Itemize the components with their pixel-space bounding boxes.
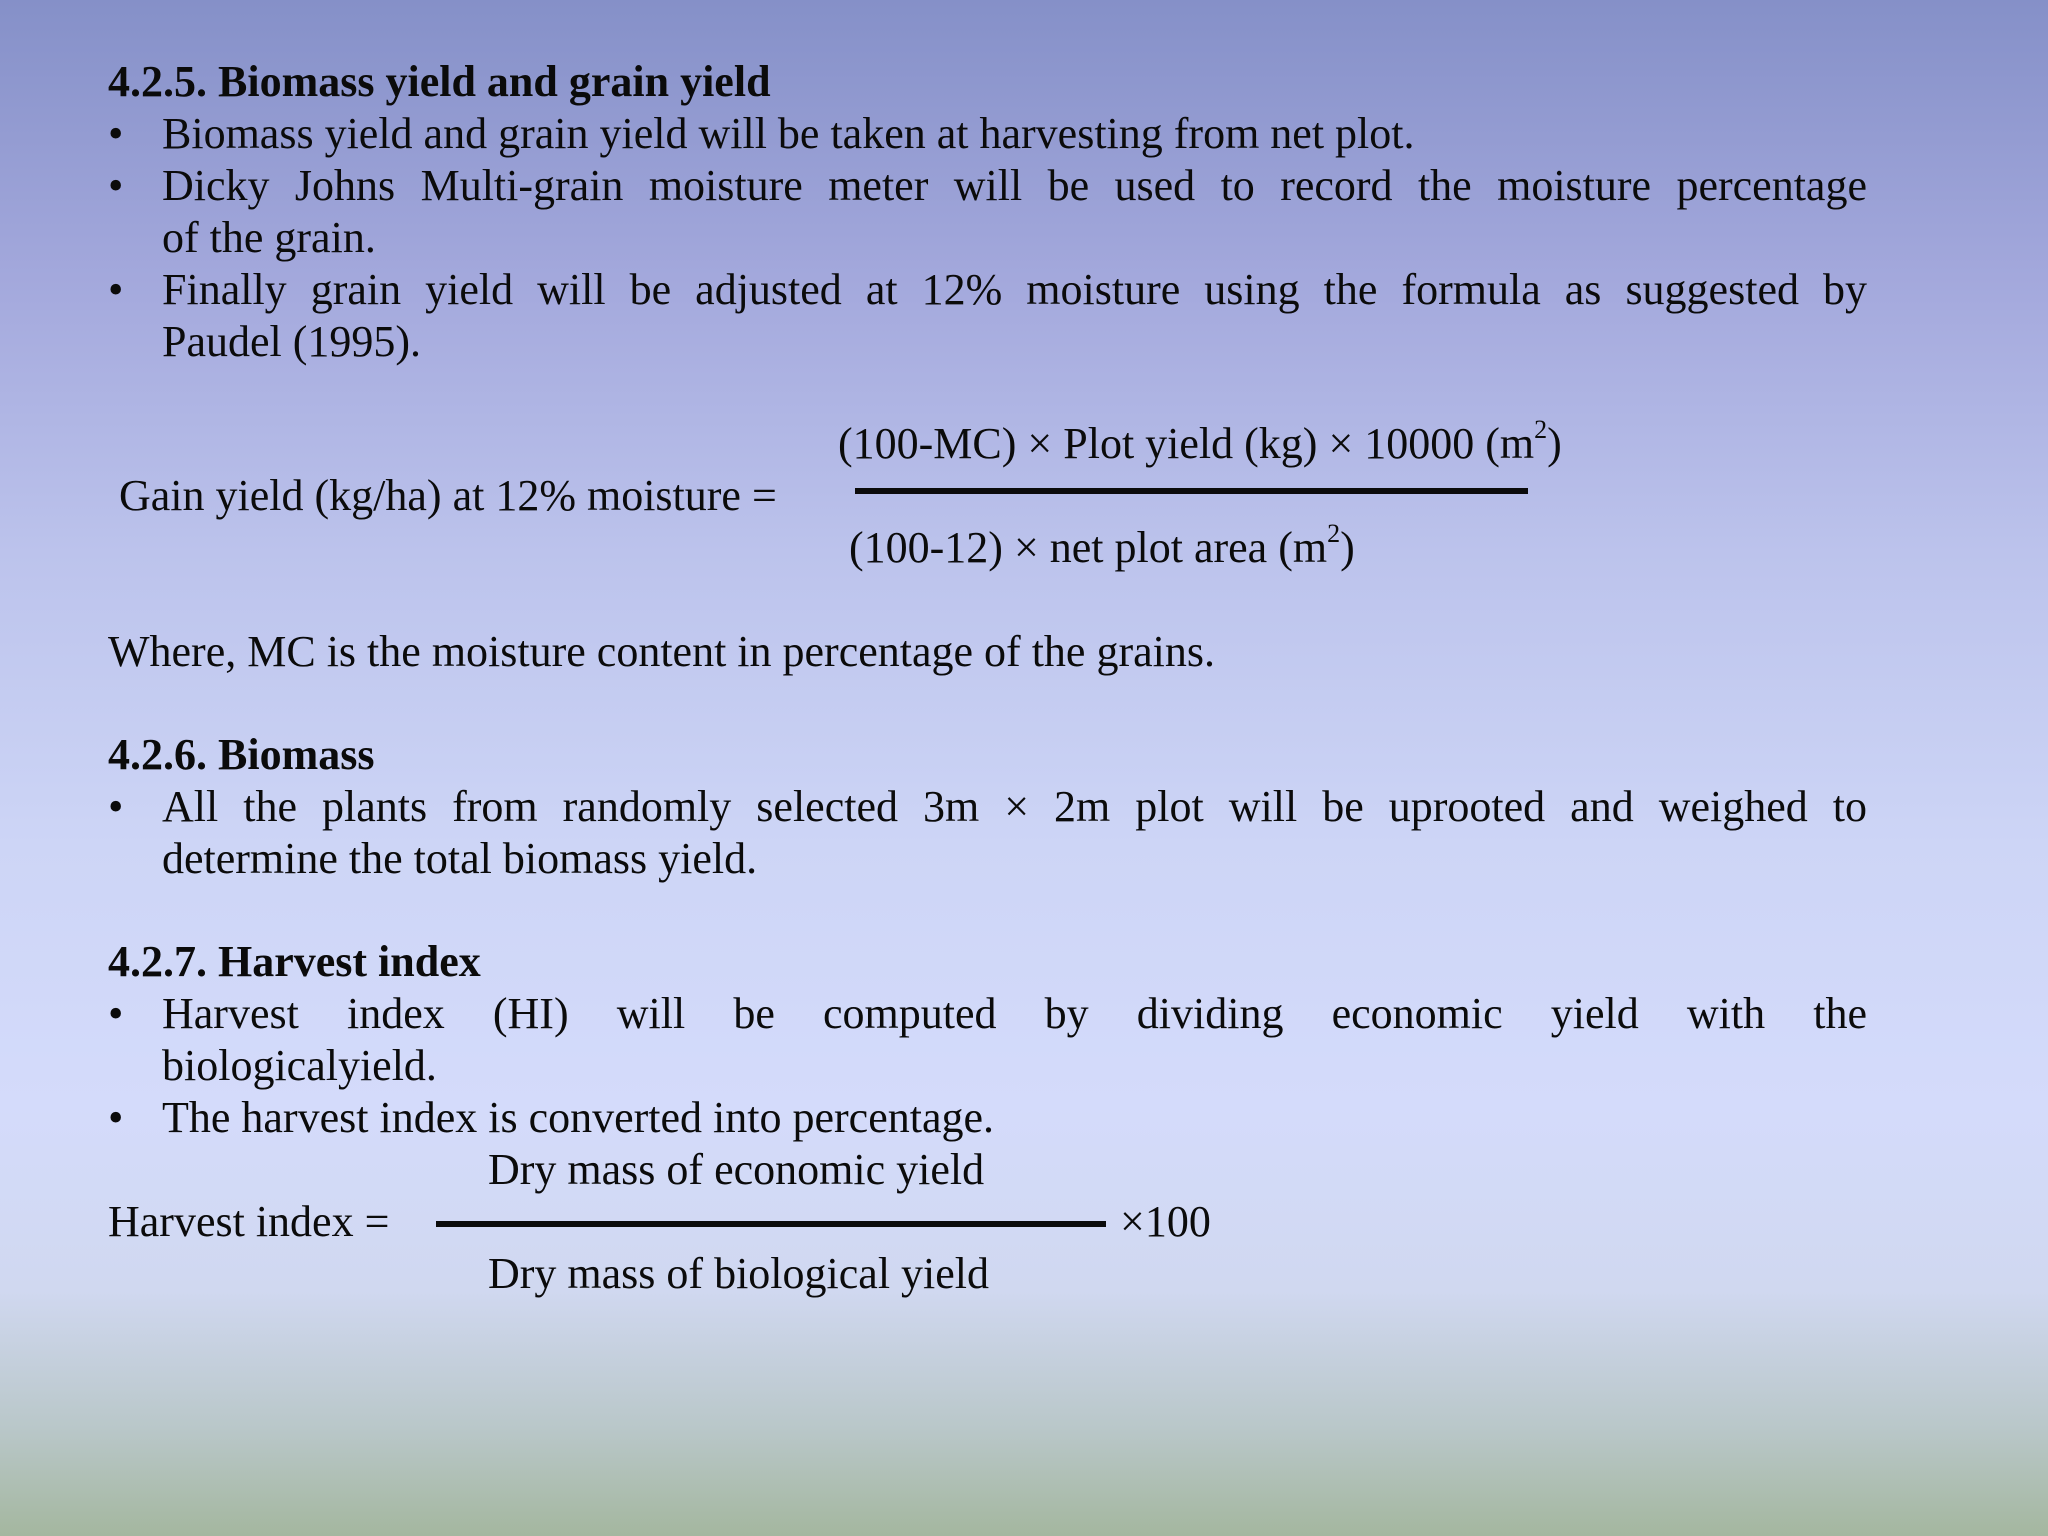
bullet-text: Biomass yield and grain yield will be taken at harvesting from net plot. — [162, 109, 1415, 158]
bullet-marker: • — [108, 782, 124, 831]
section-heading-harvest-index: 4.2.7. Harvest index — [108, 937, 481, 986]
bullet-text-continued: biologicalyield. — [162, 1041, 437, 1090]
formula-hi-lhs: Harvest index = — [108, 1197, 390, 1246]
bullet-text: Finally grain yield will be adjusted at 12% moisture using the formula as suggested by — [162, 265, 1867, 314]
formula-grain-numerator: (100-MC) × Plot yield (kg) × 10000 $(m^2)$ — [838, 415, 1562, 468]
bullet-text: Harvest index (HI) will be computed by dividing economic yield with the — [162, 989, 1867, 1038]
formula-grain-lhs: Gain yield (kg/ha) at 12% moisture = — [119, 471, 777, 520]
bullet-text: Dicky Johns Multi-grain moisture meter will be used to record the moisture percentage — [162, 161, 1867, 210]
bullet-marker: • — [108, 1093, 124, 1142]
formula-grain-denominator: (100-12) × net plot area $(m^2)$ — [849, 519, 1355, 572]
bullet-text: The harvest index is converted into percentage. — [162, 1093, 995, 1142]
section-heading-biomass-grain-yield: 4.2.5. Biomass yield and grain yield — [108, 57, 771, 106]
formula-hi-denominator: Dry mass of biological yield — [488, 1249, 990, 1298]
bullet-marker: • — [108, 109, 124, 158]
bullet-marker: • — [108, 161, 124, 210]
bullet-text-continued: determine the total biomass yield. — [162, 834, 758, 883]
formula-grain-definition: Where, MC is the moisture content in percentage of the grains. — [108, 627, 1215, 676]
formula-hi-numerator: Dry mass of economic yield — [488, 1145, 985, 1194]
bullet-text-continued: Paudel (1995). — [162, 317, 422, 366]
bullet-text: All the plants from randomly selected 3m × 2m plot will be uprooted and weighed to — [162, 782, 1867, 831]
bullet-marker: • — [108, 989, 124, 1038]
section-heading-biomass: 4.2.6. Biomass — [108, 730, 375, 779]
bullet-text-continued: of the grain. — [162, 213, 376, 262]
formula-hi-multiplier: ×100 — [1120, 1197, 1211, 1246]
formula-hi-fraction-bar — [436, 1221, 1106, 1227]
formula-grain-fraction-bar — [855, 488, 1528, 494]
bullet-marker: • — [108, 265, 124, 314]
